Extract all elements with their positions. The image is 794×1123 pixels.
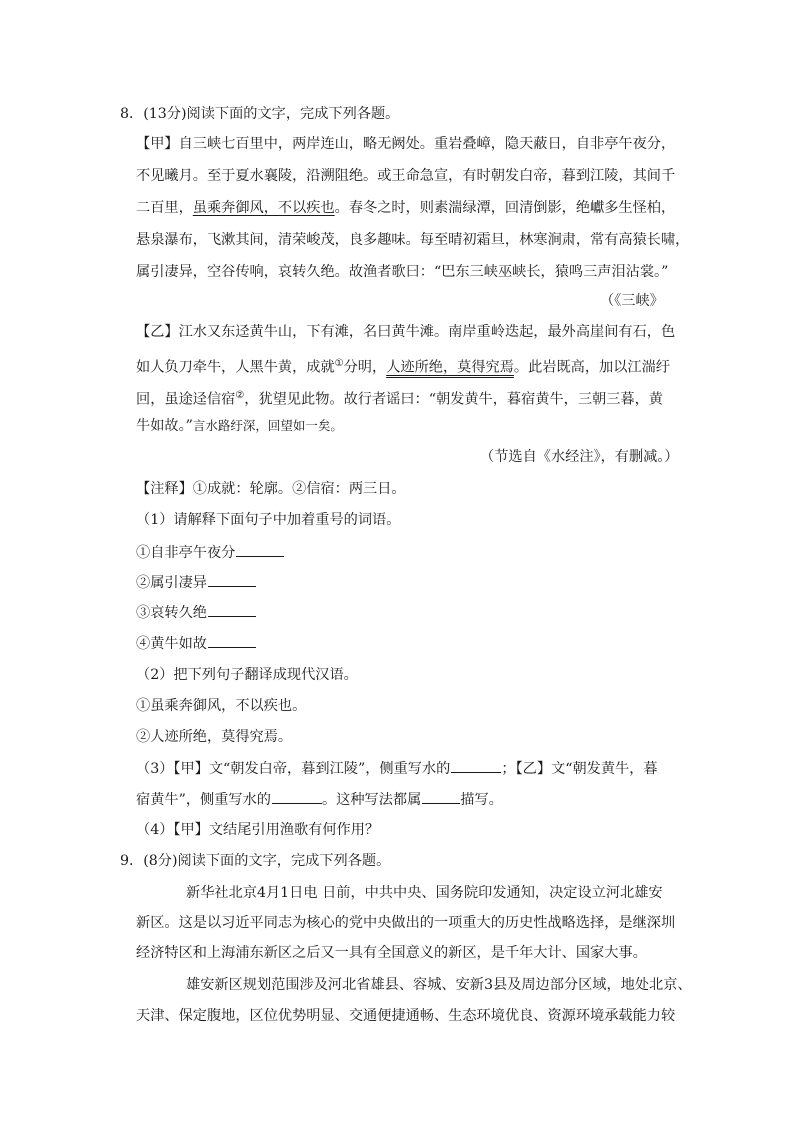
q8-yi-line-4-b: 言水路纡深，回望如一矣。	[192, 418, 343, 433]
q8-jia-line-4: 悬泉瀑布，飞漱其间，清荣峻茂，良多趣味。每至晴初霜旦，林寒涧肃，常有高猿长啸，	[136, 232, 690, 248]
q8-yi-line-3-b: ，犹望见此物。故行者谣曰：“朝发黄牛，暮宿黄牛，三朝三暮，黄	[244, 391, 663, 408]
answer-blank[interactable]	[236, 543, 284, 557]
q8-sub2-item-2: ②人迹所绝，莫得究焉。	[136, 729, 293, 745]
q8-sub3-line-2-c: 描写。	[460, 792, 503, 808]
q9-header: 9．(8分)阅读下面的文字，完成下列各题。	[120, 853, 391, 869]
q8-sub2-prompt: （2）把下列句子翻译成现代汉语。	[136, 667, 358, 683]
q8-jia-line-1: 【甲】自三峡七百里中，两岸连山，略无阙处。重岩叠嶂，隐天蔽日，自非亭午夜分，	[136, 136, 676, 152]
q9-p1-line-2: 新区。这是以习近平同志为核心的党中央做出的一项重大的历史性战略选择，是继深圳	[136, 915, 676, 931]
q8-yi-note-marker-1: ①	[334, 358, 344, 369]
q8-yi-line-2-b: 分明，	[343, 359, 387, 376]
q8-jia-line-5: 属引凄异，空谷传响，哀转久绝。故渔者歌曰：“巴东三峡巫峡长，猿鸣三声泪沾裳。”	[136, 264, 669, 280]
q8-notes: 【注释】①成就：轮廓。②信宿：两三日。	[136, 481, 406, 497]
q8-yi-line-1: 【乙】江水又东迳黄牛山，下有滩，名曰黄牛滩。南岸重岭迭起，最外高崖间有石，色	[136, 324, 676, 340]
answer-blank[interactable]	[208, 573, 256, 587]
answer-blank[interactable]	[208, 603, 256, 617]
q8-jia-line-3-a: 二百里，	[136, 200, 193, 216]
q8-yi-line-2	[136, 355, 670, 377]
answer-blank[interactable]	[208, 634, 256, 648]
q8-sub1-prompt: （1）请解释下面句子中加着重号的词语。	[136, 512, 401, 528]
q8-sub1-item-4-text: ④黄牛如故	[136, 636, 207, 652]
q8-sub1-item-4	[136, 634, 256, 653]
q8-header: 8．(13分)阅读下面的文字，完成下列各题。	[120, 106, 400, 122]
q8-yi-line-4	[136, 417, 343, 435]
q8-jia-underlined-sentence: 虽乘奔御风，不以疾也	[192, 200, 335, 216]
q8-yi-line-2-c: 。此岩既高，加以江湍纡	[513, 359, 670, 376]
q8-sub1-item-2-text: ②属引凄异	[136, 575, 207, 591]
answer-blank[interactable]	[451, 759, 501, 773]
q8-yi-line-4-a: 牛如故。”	[136, 418, 193, 434]
q8-sub3-line-1-b: ；【乙】文“朝发黄牛，暮	[501, 761, 658, 777]
q8-jia-line-3	[136, 199, 675, 217]
q9-p1-line-1: 新华社北京4月1日电 日前，中共中央、国务院印发通知，决定设立河北雄安	[186, 885, 663, 901]
q8-sub3-line-2	[136, 790, 503, 809]
q8-sub1-item-2	[136, 573, 256, 592]
q8-sub3-line-1	[136, 759, 658, 778]
q8-yi-source: （节选自《水经注》，有删减。）	[480, 449, 679, 465]
q8-jia-source: （《三峡》	[600, 293, 664, 309]
q8-yi-note-marker-2: ②	[235, 390, 245, 401]
q9-p2-line-2: 天津、保定腹地，区位优势明显、交通便捷通畅、生态环境优良、资源环境承载能力较	[136, 1008, 676, 1024]
q8-sub1-item-3-text: ③哀转久绝	[136, 605, 207, 621]
q8-yi-line-3	[136, 387, 663, 409]
q9-p2-line-1: 雄安新区规划范围涉及河北省雄县、容城、安新3县及周边部分区域，地处北京、	[186, 977, 692, 993]
q8-sub1-item-3	[136, 603, 256, 622]
q8-sub4: （4）【甲】文结尾引用渔歌有何作用？	[136, 822, 380, 838]
q8-sub3-line-2-a: 宿黄牛”，侧重写水的	[136, 792, 271, 808]
answer-blank[interactable]	[272, 790, 322, 804]
q8-sub3-line-2-b: 。这种写法都属	[321, 792, 422, 808]
q8-sub2-item-1: ①虽乘奔御风，不以疾也。	[136, 698, 307, 714]
answer-blank[interactable]	[422, 790, 460, 804]
q8-yi-line-2-a: 如人负刀牵牛，人黑牛黄，成就	[136, 359, 335, 376]
q8-yi-underlined-sentence: 人迹所绝，莫得究焉	[386, 359, 514, 376]
q8-sub1-item-1-text: ①自非亭午夜分	[136, 545, 236, 561]
q8-sub1-item-1	[136, 543, 284, 562]
q8-sub3-line-1-a: （3）【甲】文“朝发白帝，暮到江陵”，侧重写水的	[136, 761, 451, 777]
q8-jia-line-3-b: 。春冬之时，则素湍绿潭，回清倒影，绝巘多生怪柏，	[334, 200, 676, 216]
q9-p1-line-3: 经济特区和上海浦东新区之后又一具有全国意义的新区，是千年大计、国家大事。	[136, 945, 647, 961]
q8-yi-line-3-a: 回，虽途迳信宿	[136, 391, 236, 408]
q8-jia-line-2: 不见曦月。至于夏水襄陵，沿溯阻绝。或王命急宣，有时朝发白帝，暮到江陵，其间千	[136, 168, 676, 184]
